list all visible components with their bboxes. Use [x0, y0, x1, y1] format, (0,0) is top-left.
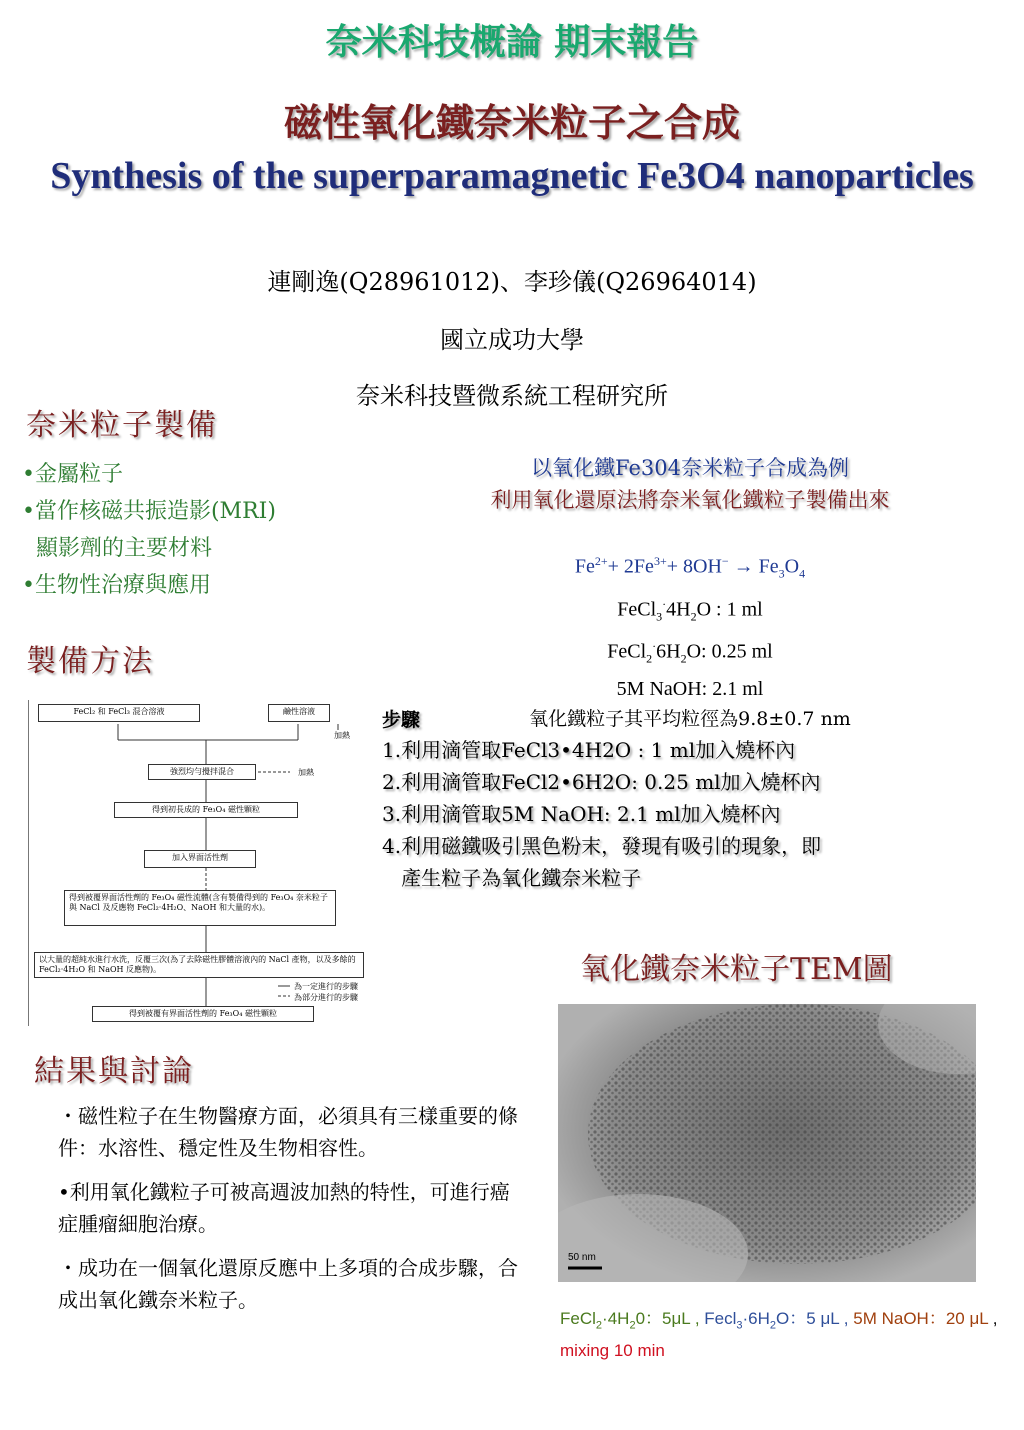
flow-box-mixture: FeCl₂ 和 FeCl₃ 混合溶液 — [38, 704, 200, 722]
title-chinese: 磁性氧化鐵奈米粒子之合成 — [283, 101, 740, 145]
caption-fecl3: $Fecl_3\cdot 6H_2O$：5 μL , — [704, 1309, 854, 1332]
step-item: 4.利用磁鐵吸引黑色粉末，發現有吸引的現象，即 — [382, 834, 822, 858]
steps-heading: 步驟 — [382, 709, 421, 731]
section-heading-tem: 氧化鐵奈米粒子TEM圖 — [580, 952, 893, 987]
result-paragraph: •利用氧化鐵粒子可被高週波加熱的特性，可進行癌症腫瘤細胞治療。 — [58, 1180, 510, 1236]
prep-bullet-list — [22, 456, 382, 604]
section-heading-method: 製備方法 — [26, 644, 154, 679]
results-list — [58, 1100, 518, 1328]
synthesis-line1: 以氧化鐵Fe304奈米粒子合成為例 — [531, 456, 849, 480]
steps-block — [382, 706, 1012, 894]
step-item: 1.利用滴管取FeCl3•4H2O : 1 ml加入燒杯內 — [382, 738, 796, 762]
flow-note-required: 為一定進行的步驟 — [294, 982, 358, 991]
result-paragraph: ・成功在一個氧化還原反應中上多項的合成步驟，合成出氧化鐵奈米粒子。 — [58, 1256, 518, 1312]
course-title: 奈米科技概論 期末報告 — [325, 22, 699, 63]
flow-box-base: 鹼性溶液 — [268, 704, 330, 722]
result-paragraph: ・磁性粒子在生物醫療方面，必須具有三樣重要的條件：水溶性、穩定性及生物相容性。 — [58, 1104, 518, 1160]
flow-box-wash: 以大量的超純水進行水洗，反覆三次(為了去除磁性膠體溶液內的 NaCl 產物，以及多餘的 FeCl₂·4H₂O 和 NaOH 反應物)。 — [34, 952, 364, 978]
synthesis-line2: 利用氧化還原法將奈米氧化鐵粒子製備出來 — [490, 488, 890, 512]
tem-image — [558, 1004, 976, 1282]
step-item: 產生粒子為氧化鐵奈米粒子 — [382, 866, 642, 890]
authors: 連剛逸(Q28961012)、李珍儀(Q26964014) — [267, 268, 757, 296]
title-english: Synthesis of the superparamagnetic Fe3O4 nanoparticles — [50, 155, 974, 197]
synthesis-block — [380, 452, 1000, 734]
caption-mixing: mixing 10 min — [560, 1341, 665, 1361]
tem-scale-bar-label: 50 nm — [568, 1252, 596, 1263]
flow-heat-note-2: 加熱 — [298, 768, 314, 777]
step-item: 2.利用滴管取FeCl2•6H2O: 0.25 ml加入燒杯內 — [382, 770, 821, 794]
flow-box-surfactant: 加入界面活性劑 — [144, 850, 256, 868]
flow-box-fluid: 得到被覆界面活性劑的 Fe₃O₄ 磁性流體(含有製備得到的 Fe₃O₄ 奈米粒子與 NaCl 及反應物 FeCl₂·4H₂O、NaOH 和大量的水)。 — [64, 890, 336, 926]
reagent-fecl3: $FeCl_3^\cdot 4H_2O$ : 1 ml — [617, 596, 763, 624]
institute: 奈米科技暨微系統工程研究所 — [356, 382, 668, 410]
tem-caption — [560, 1306, 1010, 1363]
flow-note-optional: 為部分進行的步驟 — [294, 993, 358, 1002]
prep-bullet: •當作核磁共振造影(MRI) — [22, 499, 276, 524]
step-item: 3.利用滴管取5M NaOH: 2.1 ml加入燒杯內 — [382, 802, 781, 826]
flow-box-final: 得到被覆有界面活性劑的 Fe₃O₄ 磁性顆粒 — [92, 1006, 314, 1022]
caption-separator: , — [992, 1309, 998, 1328]
reagent-naoh: 5M NaOH: 2.1 ml — [616, 677, 764, 700]
flow-box-initial-particles: 得到初長成的 Fe₃O₄ 磁性顆粒 — [114, 802, 298, 818]
reaction-equation: $Fe^{2+}+ 2Fe^{3+}+ 8OH^- \to Fe_3O_4$ — [574, 554, 806, 581]
flow-box-stir: 強烈均勻攪拌混合 — [148, 764, 256, 780]
caption-fecl2: $FeCl_2\cdot 4H_20$：5μL , — [560, 1309, 705, 1332]
university: 國立成功大學 — [440, 326, 584, 354]
reagent-fecl2: $FeCl_2^\cdot 6H_2O$: 0.25 ml — [607, 639, 773, 666]
flow-heat-note-1: 加熱 — [334, 731, 350, 740]
prep-bullet: 顯影劑的主要材料 — [22, 536, 212, 561]
caption-naoh: 5M NaOH：20 μL — [853, 1309, 993, 1328]
prep-bullet: •金屬粒子 — [22, 462, 123, 487]
tem-texture — [558, 1004, 976, 1282]
particle-size: 氧化鐵粒子其平均粒徑為9.8±0.7 nm — [529, 707, 851, 730]
section-heading-prep: 奈米粒子製備 — [26, 408, 218, 443]
section-heading-results: 結果與討論 — [34, 1054, 194, 1089]
flowchart — [28, 700, 380, 1026]
prep-bullet: •生物性治療與應用 — [22, 573, 211, 598]
